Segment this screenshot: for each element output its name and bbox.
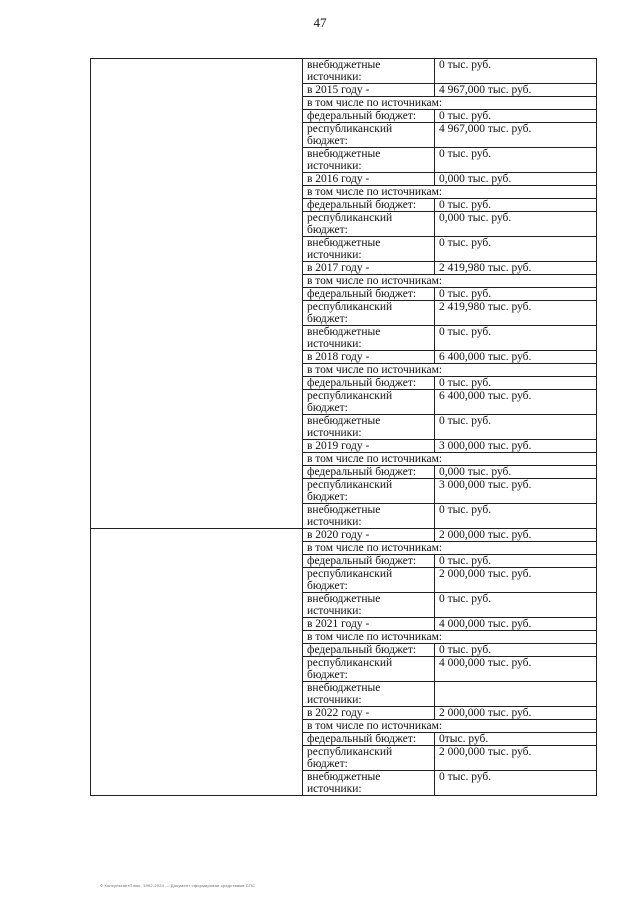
row-label: республиканский бюджет: <box>303 123 435 148</box>
row-value: 0,000 тыс. руб. <box>435 173 597 186</box>
row-value: 0 тыс. руб. <box>435 644 597 657</box>
row-value: 0 тыс. руб. <box>435 326 597 351</box>
row-label: внебюджетные источники: <box>303 326 435 351</box>
row-label: в том числе по источникам: <box>303 364 597 377</box>
row-label: федеральный бюджет: <box>303 644 435 657</box>
row-value: 6 400,000 тыс. руб. <box>435 390 597 415</box>
row-value: 0 тыс. руб. <box>435 288 597 301</box>
row-label: республиканский бюджет: <box>303 746 435 771</box>
row-value: 0 тыс. руб. <box>435 237 597 262</box>
row-label: республиканский бюджет: <box>303 301 435 326</box>
row-label: в том числе по источникам: <box>303 275 597 288</box>
row-label: федеральный бюджет: <box>303 733 435 746</box>
left-column-cell <box>91 529 303 796</box>
row-value: 0 тыс. руб. <box>435 148 597 173</box>
row-value: 0 тыс. руб. <box>435 377 597 390</box>
left-column-cell <box>91 59 303 529</box>
row-label: внебюджетные источники: <box>303 682 435 707</box>
row-value: 6 400,000 тыс. руб. <box>435 351 597 364</box>
row-label: в том числе по источникам: <box>303 720 597 733</box>
row-label: в 2018 году - <box>303 351 435 364</box>
row-value: 0 тыс. руб. <box>435 59 597 84</box>
row-label: в 2022 году - <box>303 707 435 720</box>
row-value: 2 000,000 тыс. руб. <box>435 529 597 542</box>
row-label: в том числе по источникам: <box>303 453 597 466</box>
row-value: 0,000 тыс. руб. <box>435 466 597 479</box>
row-label: федеральный бюджет: <box>303 377 435 390</box>
row-label: республиканский бюджет: <box>303 212 435 237</box>
row-value: 0 тыс. руб. <box>435 771 597 796</box>
row-value: 2 000,000 тыс. руб. <box>435 568 597 593</box>
row-value: 0 тыс. руб. <box>435 555 597 568</box>
row-label: федеральный бюджет: <box>303 110 435 123</box>
row-label: республиканский бюджет: <box>303 479 435 504</box>
row-label: внебюджетные источники: <box>303 771 435 796</box>
row-value: 0 тыс. руб. <box>435 593 597 618</box>
row-label: федеральный бюджет: <box>303 466 435 479</box>
row-label: в том числе по источникам: <box>303 186 597 199</box>
row-label: в том числе по источникам: <box>303 97 597 110</box>
row-label: внебюджетные источники: <box>303 237 435 262</box>
row-value: 4 967,000 тыс. руб. <box>435 84 597 97</box>
row-label: в 2019 году - <box>303 440 435 453</box>
row-value: 0тыс. руб. <box>435 733 597 746</box>
row-label: внебюджетные источники: <box>303 148 435 173</box>
row-value: 2 000,000 тыс. руб. <box>435 746 597 771</box>
row-label: внебюджетные источники: <box>303 59 435 84</box>
row-label: в 2016 году - <box>303 173 435 186</box>
row-value: 0 тыс. руб. <box>435 415 597 440</box>
table-row <box>91 529 597 542</box>
row-label: в 2015 году - <box>303 84 435 97</box>
row-value: 0 тыс. руб. <box>435 199 597 212</box>
row-value: 3 000,000 тыс. руб. <box>435 479 597 504</box>
row-label: в том числе по источникам: <box>303 542 597 555</box>
footer-note: © КонсультантПлюс, 1992-2024 — Документ сформирован средствами СПС <box>100 883 256 888</box>
row-value <box>435 682 597 707</box>
row-value: 3 000,000 тыс. руб. <box>435 440 597 453</box>
row-label: внебюджетные источники: <box>303 593 435 618</box>
row-label: в том числе по источникам: <box>303 631 597 644</box>
row-value: 0,000 тыс. руб. <box>435 212 597 237</box>
row-label: в 2020 году - <box>303 529 435 542</box>
row-label: федеральный бюджет: <box>303 555 435 568</box>
row-value: 4 000,000 тыс. руб. <box>435 657 597 682</box>
row-label: внебюджетные источники: <box>303 415 435 440</box>
row-label: федеральный бюджет: <box>303 288 435 301</box>
row-label: республиканский бюджет: <box>303 657 435 682</box>
row-label: внебюджетные источники: <box>303 504 435 529</box>
row-label: в 2021 году - <box>303 618 435 631</box>
row-value: 4 000,000 тыс. руб. <box>435 618 597 631</box>
row-value: 2 000,000 тыс. руб. <box>435 707 597 720</box>
row-value: 0 тыс. руб. <box>435 504 597 529</box>
row-label: в 2017 году - <box>303 262 435 275</box>
row-value: 2 419,980 тыс. руб. <box>435 301 597 326</box>
row-label: республиканский бюджет: <box>303 390 435 415</box>
table-row <box>91 59 597 84</box>
financing-table <box>90 58 597 796</box>
row-value: 2 419,980 тыс. руб. <box>435 262 597 275</box>
row-label: федеральный бюджет: <box>303 199 435 212</box>
row-value: 4 967,000 тыс. руб. <box>435 123 597 148</box>
page-number: 47 <box>313 15 327 30</box>
row-value: 0 тыс. руб. <box>435 110 597 123</box>
row-label: республиканский бюджет: <box>303 568 435 593</box>
